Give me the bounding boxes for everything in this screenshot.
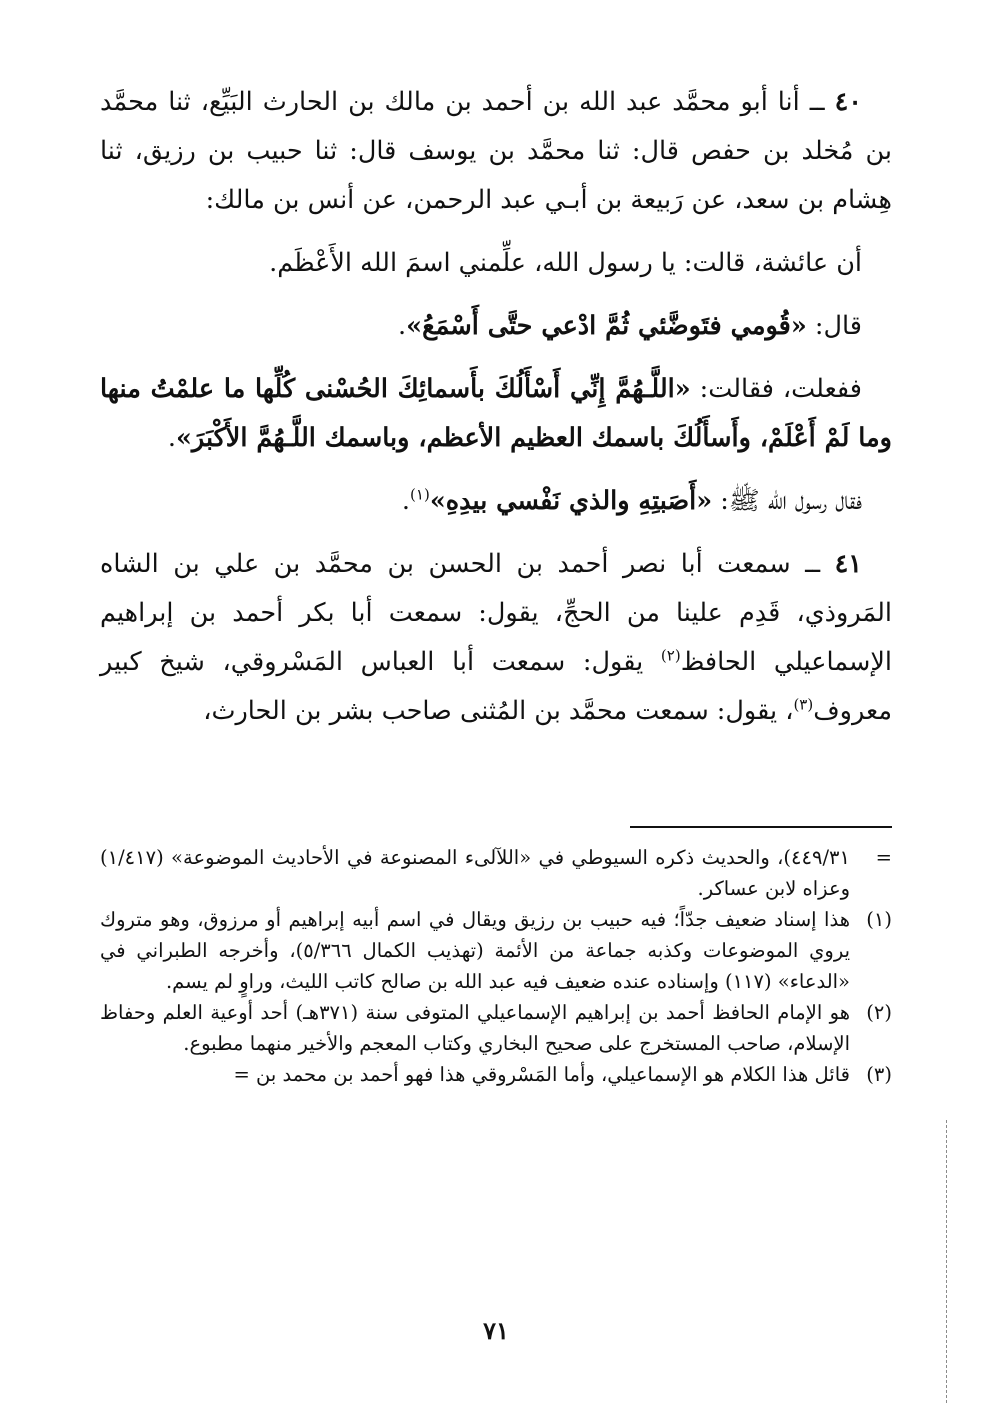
footnote-text: ٤٤٩/٣١)، والحديث ذكره السيوطي في «اللآلىء المصنوعة في الأحاديث الموضوعة» (١/٤١٧) وعزاه لابن عساكر. — [100, 846, 850, 900]
dua-paragraph — [100, 365, 892, 463]
footnote-1 — [100, 904, 892, 997]
hadith-41-text-2: يقول: سمعت أبا العباس المَسْروقي، شيخ كبير معروف — [100, 647, 892, 726]
footnote-ref-3: (٣) — [793, 695, 814, 714]
footnote-continuation — [100, 842, 892, 904]
hadith-body — [100, 78, 892, 736]
hadith-41-number: ٤١ — [834, 549, 862, 579]
prophet-reply — [100, 477, 892, 526]
footnotes — [100, 842, 892, 1090]
dua-intro: ففعلت، فقالت: — [690, 374, 863, 404]
footnote-2 — [100, 997, 892, 1059]
footnote-text: قائل هذا الكلام هو الإسماعيلي، وأما المَسْروقي هذا فهو أحمد بن محمد بن = — [233, 1063, 850, 1086]
footnote-label: = — [875, 846, 892, 869]
footnote-separator — [630, 826, 892, 828]
footnote-text: هذا إسناد ضعيف جدّاً؛ فيه حبيب بن رزيق ويقال في اسم أبيه إبراهيم أو مرزوق، وهو متروك يروي الموضوعات وكذبه جماعة من الأئمة (تهذيب الكمال ٥/٣٦٦)، وأخرجه الطبراني في «الدعاء» (١١٧) وإسناده عنده ضعيف فيه عبد الله بن صالح كاتب الليث، وراوٍ لم يسم. — [100, 908, 851, 993]
aisha-question: أن عائشة، قالت: يا رسول الله، علِّمني اسمَ الله الأَعْظَم. — [269, 248, 862, 278]
reply-intro: فقال رسول الله ﷺ: — [712, 486, 862, 516]
hadith-40-isnad: ــ أنا أبو محمَّد عبد الله بن أحمد بن مالك بن الحارث البَيِّع، ثنا محمَّد بن مُخلد بن حفص قال: ثنا محمَّد بن يوسف قال: ثنا حبيب بن رزيق، ثنا هِشام بن سعد، عن رَبيعة بن أبـي عبد الرحمن، عن أنس بن مالك: — [100, 87, 892, 215]
dua-quote: «اللَّـهُمَّ إِنِّي أَسْأَلُكَ بأَسمائِكَ الحُسْنى كُلِّها ما علمْتُ منها وما لَمْ أَعْلَمْ، وأَسأَلُكَ باسمك العظيم الأعظم، وباسمك اللَّـهُمَّ الأَكْبَرَ» — [100, 374, 892, 453]
prophet-instruction — [100, 302, 892, 351]
footnote-label: (٣) — [866, 1063, 892, 1086]
footnote-ref-2: (٢) — [660, 646, 681, 665]
footnote-ref-1: (١) — [410, 485, 430, 504]
hadith-41-text-3: ، يقول: سمعت محمَّد بن المُثنى صاحب بشر بن الحارث، — [203, 696, 794, 726]
hadith-40-paragraph — [100, 78, 892, 225]
footnote-3 — [100, 1059, 892, 1090]
page-edge-line — [946, 1120, 947, 1403]
reply-quote: «أَصَبتِهِ والذي نَفْسي بيدِهِ» — [429, 486, 713, 516]
instruction-quote: «قُومي فتَوضَّئي ثُمَّ ادْعي حتَّى أَسْمَعُ» — [406, 311, 807, 341]
hadith-41-paragraph — [100, 540, 892, 736]
footnote-text: هو الإمام الحافظ أحمد بن إبراهيم الإسماعيلي المتوفى سنة (٣٧١هـ) أحد أوعية العلم وحفاظ الإسلام، صاحب المستخرج على صحيح البخاري وكتاب المعجم والأخير منهما مطبوع. — [100, 1001, 850, 1055]
hadith-40-number: ٤٠ — [834, 87, 862, 117]
footnote-label: (١) — [866, 908, 892, 931]
instruction-end: . — [398, 311, 407, 341]
main-text — [100, 78, 892, 736]
page-number: ٧١ — [483, 1316, 509, 1345]
footnote-label: (٢) — [866, 1001, 892, 1024]
instruction-intro: قال: — [806, 311, 862, 341]
dua-end: . — [167, 423, 176, 453]
reply-end: . — [401, 486, 411, 516]
hadith-41-text-1: ــ سمعت أبا نصر أحمد بن الحسن بن محمَّد بن علي بن الشاه المَروذي، قَدِم علينا من الحجِّ، يقول: سمعت أبا بكر أحمد بن إبراهيم الإسماعيلي الحافظ — [100, 549, 893, 677]
